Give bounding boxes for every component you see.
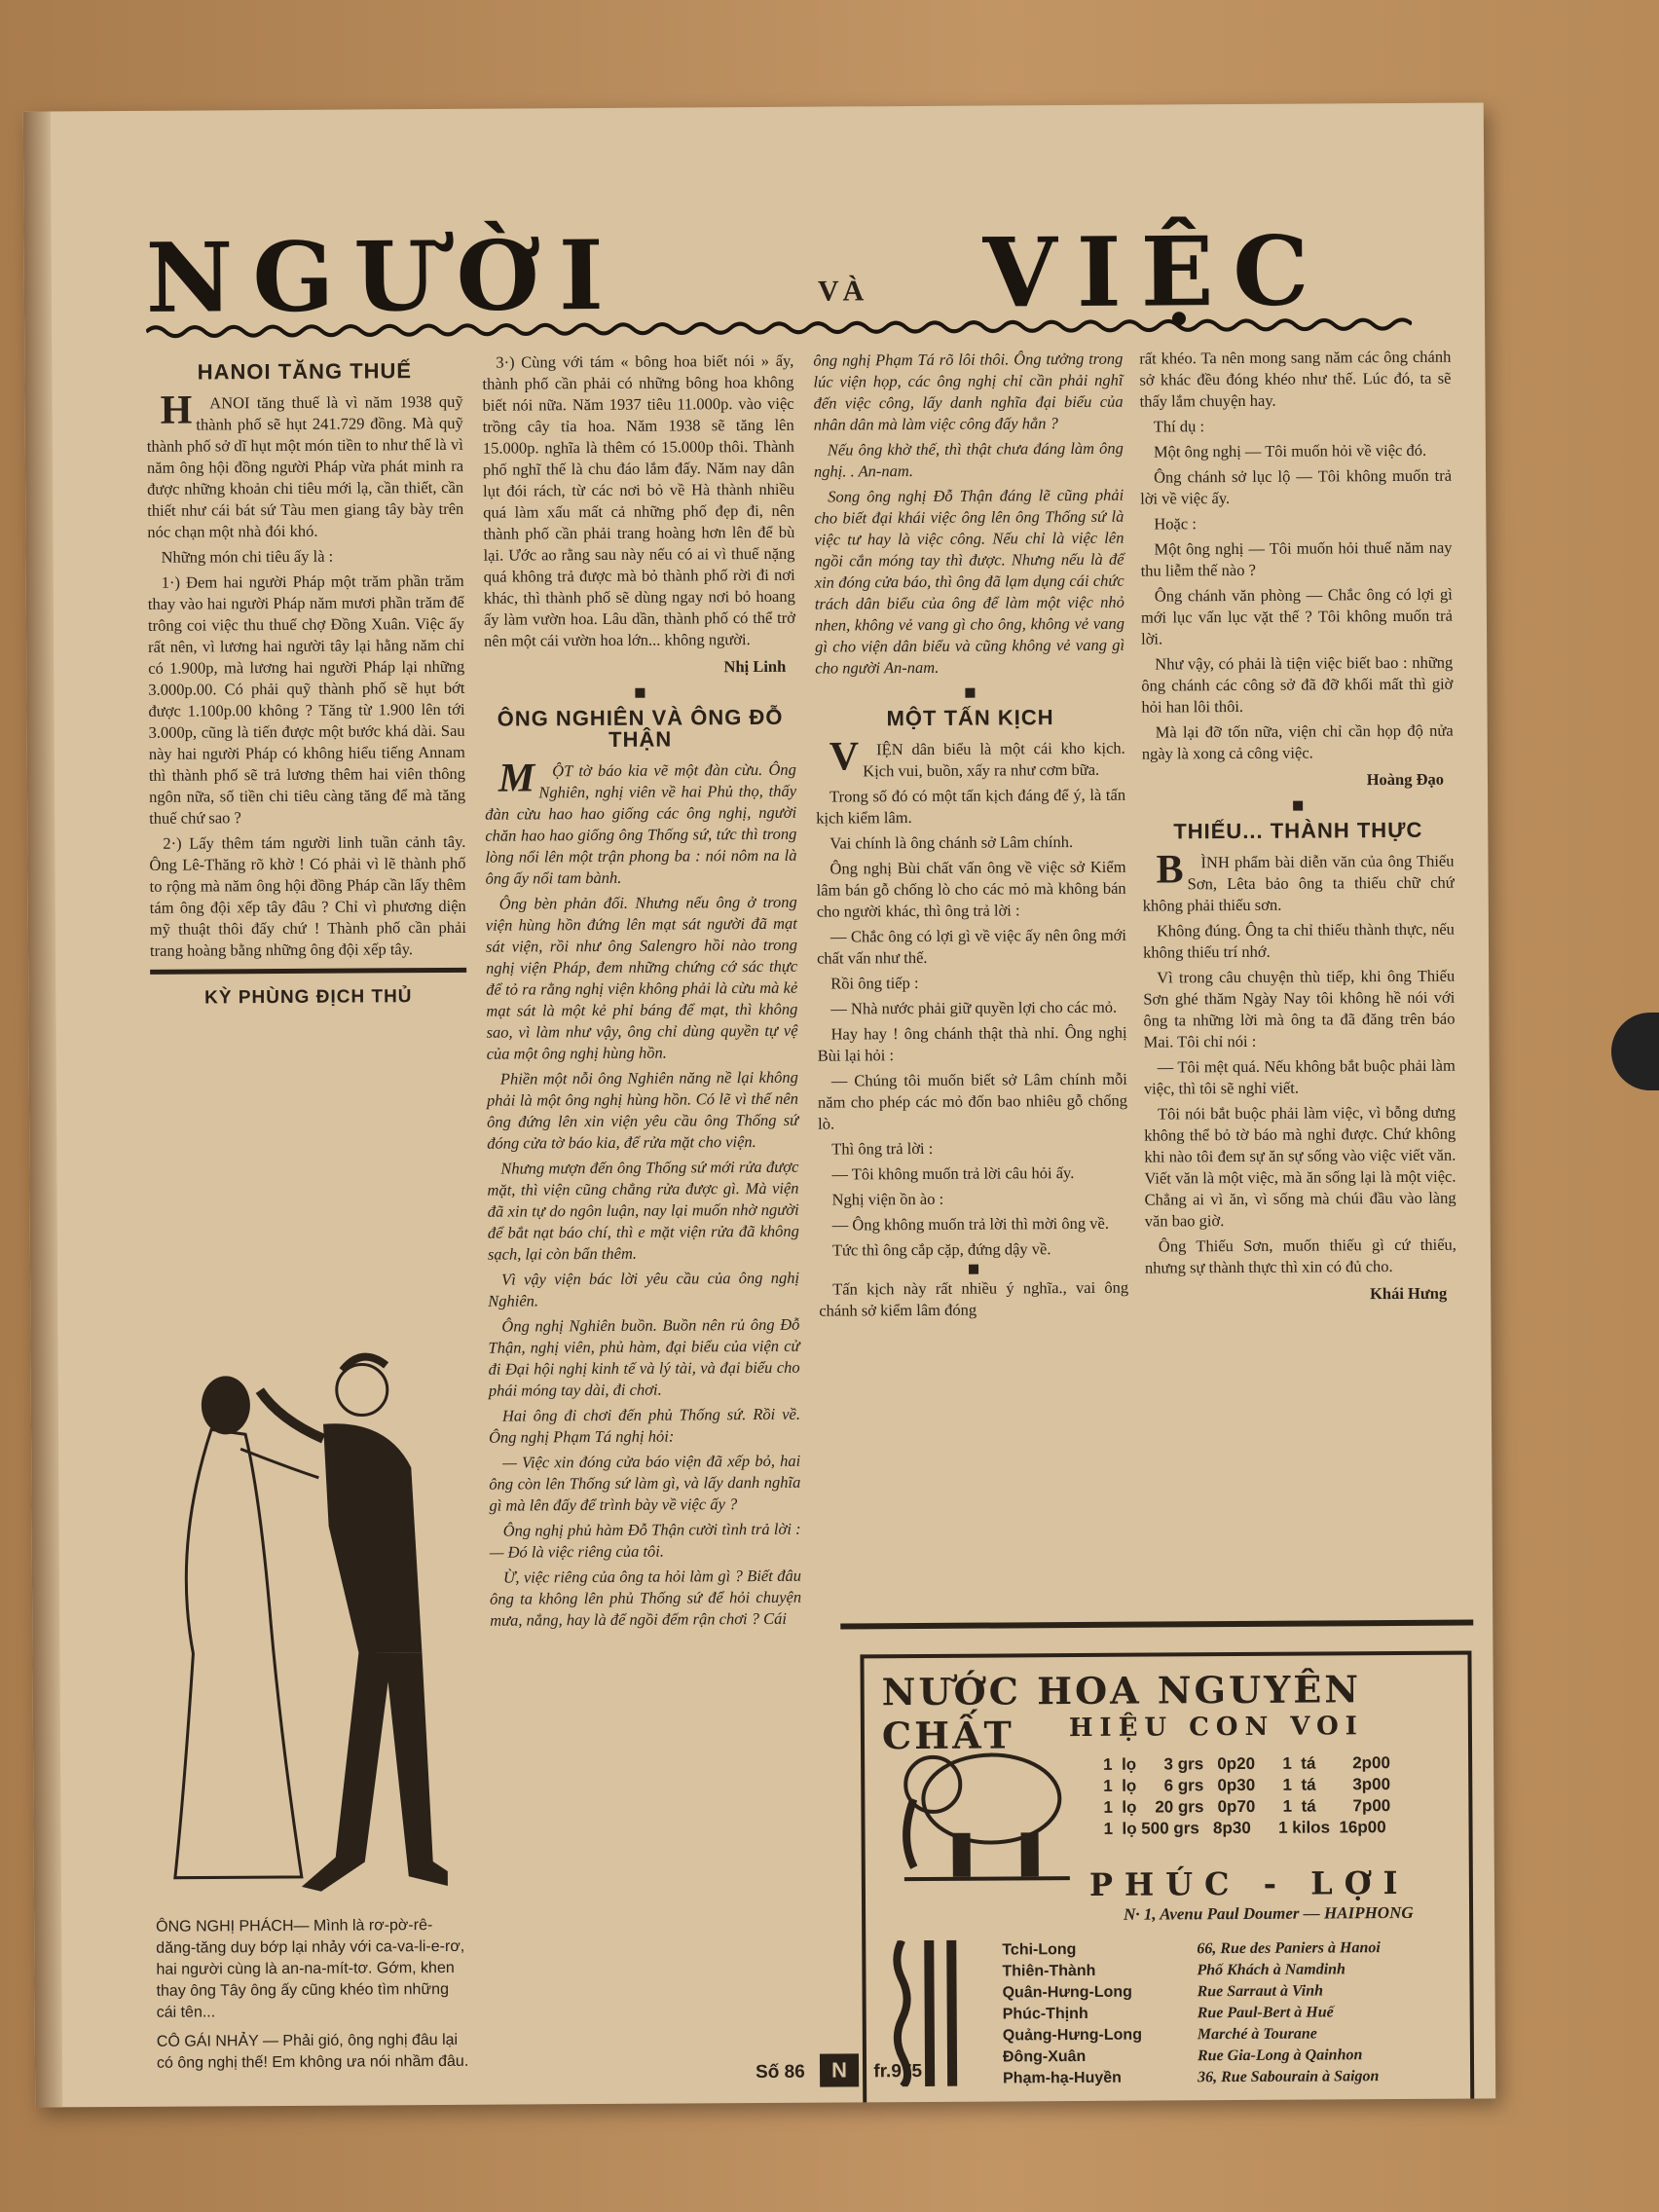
separator-square bbox=[1293, 801, 1303, 811]
paragraph: rất khéo. Ta nên mong sang năm các ông chánh sở khác đều đóng khéo như thế. Lúc đó, ta sẽ thấy lắm chuyện hay. bbox=[1139, 347, 1452, 411]
paragraph: Một ông nghị — Tôi muốn hỏi thuế năm nay thu liễm thế nào ? bbox=[1140, 537, 1453, 580]
paragraph: Ông chánh văn phòng — Chắc ông có lợi gì mới lục vấn lục vặt thế ? Tôi không muốn trả lời. bbox=[1140, 584, 1453, 648]
separator-square bbox=[635, 688, 645, 698]
separator-square bbox=[969, 1265, 978, 1274]
ad-title: NƯỚC HOA NGUYÊN CHẤT bbox=[881, 1667, 1362, 1758]
paragraph: — Ông không muốn trả lời thì mời ông về. bbox=[831, 1213, 1109, 1235]
paragraph: Vai chính là ông chánh sở Lâm chính. bbox=[830, 832, 1074, 853]
article-body-mot-tan-kich bbox=[816, 734, 1129, 1322]
column-4 bbox=[1139, 347, 1456, 1314]
paragraph: Tức thì ông cắp cặp, đứng dậy về. bbox=[831, 1239, 1051, 1260]
section-rule bbox=[150, 968, 466, 975]
article-heading-thieu-thanh-thuc: THIẾU... THÀNH THỰC bbox=[1173, 817, 1423, 844]
dancing-couple-illustration bbox=[152, 1331, 472, 1907]
signature-nhi-linh: Nhị Linh bbox=[723, 656, 787, 677]
paragraph: — Việc xin đóng cửa báo viện đã xếp bỏ, hai ông còn lên Thống sứ làm gì, và lấy danh nghĩa gì mà lên đấy để trình bày về việc ấy ? bbox=[489, 1451, 801, 1515]
paragraph: Ông chánh sở lục lộ — Tôi không muốn trả lời về việc ấy. bbox=[1140, 465, 1453, 508]
paragraph: — Tôi mệt quá. Nếu không bắt buộc phải làm việc, thì tôi sẽ nghỉ viết. bbox=[1143, 1055, 1456, 1098]
page-footer bbox=[756, 2053, 922, 2087]
article-heading-mot-tan-kich: MỘT TẤN KỊCH bbox=[886, 705, 1054, 731]
paragraph: BÌNH phẩm bài diễn văn của ông Thiếu Sơn, Lêta bảo ông ta thiếu chữ chứ không phải thiếu sơn. bbox=[1142, 847, 1455, 915]
paragraph: ông nghị Phạm Tá rõ lôi thôi. Ông tưởng trong lúc viện họp, các ông nghị chỉ cần phải nghĩ đến việc công, lấy danh nghĩa đại biểu của nhân dân mà làm việc công đấy hẳn ? bbox=[813, 349, 1124, 434]
shop-name: Tchi-Long bbox=[1002, 1941, 1077, 1959]
paragraph: — Nhà nước phải giữ quyền lợi cho các mỏ. bbox=[830, 997, 1118, 1018]
paragraph: — Chắc ông có lợi gì về việc ấy nên ông mới chất vấn như thế. bbox=[817, 925, 1126, 968]
street-address: Rue Sarraut à Vinh bbox=[1197, 1982, 1324, 2001]
article-heading-ong-nghien: ÔNG NGHIÊN VÀ ÔNG ĐỖ THẬN bbox=[497, 704, 784, 752]
paragraph: Song ông nghị Đỗ Thận đáng lẽ cũng phải cho biết đại khái việc ông lên ông Thống sứ là việc tư hay là việc công. Nếu chỉ là việc lên ngồi cắn móng tay thì được. Nhưng nếu là để xin đóng cửa báo, thì ông đã lạm dụng cái chức trách dân biểu của ông để làm một việc nhỏ nhen, không vẻ vang gì cho ông, không vẻ vang gì cho viện dân biểu và cũng không vẻ vang gì cho người An-nam. bbox=[814, 485, 1125, 678]
paragraph: Tôi nói bắt buộc phải làm việc, vì bỗng dưng không thể bỏ tờ báo mà nghỉ được. Chứ không khi nào tôi đem sự ăn sự sống vào việc viết văn. Viết văn là một việc, mà ăn sống lại là một việc. Chẳng ai vì ăn, vì sống mà chúi đầu vào làng văn bao giờ. bbox=[1144, 1102, 1456, 1231]
paragraph: Ông Thiếu Sơn, muốn thiếu gì cứ thiếu, nhưng sự thành thực thì xin có đủ cho. bbox=[1144, 1235, 1456, 1277]
paragraph: Thí dụ : bbox=[1153, 417, 1205, 436]
issue-number: Số 86 bbox=[756, 2061, 805, 2083]
masthead-va: VÀ bbox=[817, 275, 868, 308]
paragraph: — Chúng tôi muốn biết sở Lâm chính mỗi năm cho phép các mỏ đốn bao nhiêu gỗ chống lò. bbox=[817, 1069, 1128, 1133]
shop-name: Quảng-Hưng-Long bbox=[1002, 2026, 1143, 2045]
masthead bbox=[145, 215, 1412, 335]
masthead-right: VIỆC bbox=[982, 215, 1329, 330]
paragraph: Thì ông trả lời : bbox=[831, 1138, 934, 1159]
shop-name: Phạm-hạ-Huyền bbox=[1003, 2069, 1122, 2087]
paragraph: Như vậy, có phải là tiện việc biết bao : những ông chánh các công sở đã đỡ khối mất thì giờ hỏi han lôi thôi. bbox=[1141, 652, 1454, 717]
paragraph: Ông bèn phản đối. Nhưng nếu ông ở trong viện hùng hồn đứng lên mạt sát người đã mạt sát viện, rồi như ông Salengro hồi nào trong nghị viện Pháp, đem những chứng cớ sác thực để tỏ ra rằng nghị viện không phải là cừu mà kẻ mạt sát là một kẻ phỉ báng để mạt, thì không sao, vì làm như vậy, ông chỉ dùng quyền tự vệ của một ông nghị hùng hồn. bbox=[485, 892, 798, 1063]
paragraph: Ông nghị phủ hàm Đỗ Thận cười tình trả lời : — Đó là việc riêng của tôi. bbox=[489, 1519, 801, 1562]
paragraph: Nghị viện ồn ào : bbox=[831, 1189, 944, 1209]
elephant-icon bbox=[884, 1730, 1080, 1887]
ad-subtitle: HIỆU CON VOI bbox=[1068, 1712, 1364, 1744]
paragraph: Rồi ông tiếp : bbox=[830, 973, 919, 993]
shop-name: Quân-Hưng-Long bbox=[1002, 1983, 1132, 2002]
paragraph: Vì vậy viện bác lời yêu cầu của ông nghị Nghiên. bbox=[488, 1268, 800, 1310]
paragraph: 2·) Lấy thêm tám người linh tuần cảnh tây. Ông Lê-Thăng rõ khờ ! Có phải vì lẽ thành phố to rộng mà năm ông hội đồng Pháp cần lấy thêm tám ông đội xếp tây đâu ? Chỉ vì phương diện mỹ thuật thôi đấy chứ ! Thành phố cần phải trang hoàng bằng những ông đội xếp tây. bbox=[149, 831, 466, 960]
article-heading-hanoi: HANOI TĂNG THUẾ bbox=[197, 358, 413, 385]
paragraph: Hai ông đi chơi đến phủ Thống sứ. Rồi về. Ông nghị Phạm Tá nghị hỏi: bbox=[489, 1404, 800, 1447]
paragraph: Nếu ông khờ thế, thì thật chưa đáng làm ông nghị. . An-nam. bbox=[813, 438, 1124, 481]
paragraph: Ông nghị Bùi chất vấn ông về việc sở Kiểm lâm bán gỗ chống lò cho các mỏ mà không bán cho người khác, thì ông trả lời : bbox=[816, 857, 1126, 921]
column-1 bbox=[146, 352, 466, 1019]
column-3 bbox=[813, 349, 1128, 1326]
separator-square bbox=[965, 688, 975, 698]
paragraph: Một ông nghị — Tôi muốn hỏi về việc đó. bbox=[1153, 440, 1427, 461]
street-address: Rue Gia-Long à Qainhon bbox=[1197, 2046, 1363, 2065]
price-row: 1 lọ 20 grs 0p70 1 tá 7p00 bbox=[1103, 1796, 1391, 1817]
street-address: 66, Rue des Paniers à Hanoi bbox=[1197, 1939, 1381, 1958]
perfume-advertisement bbox=[860, 1651, 1474, 2108]
column-2 bbox=[482, 350, 801, 1636]
paragraph: Không đúng. Ông ta chỉ thiếu thành thực, nếu không thiếu trí nhớ. bbox=[1142, 919, 1455, 962]
article-body-ong-nghien bbox=[485, 756, 802, 1632]
paragraph: 1·) Đem hai người Pháp một trăm phần trăm thay vào hai người Pháp năm mươi phần trăm để trông coi việc thu thuế chợ Đồng Xuân. Việc ấy rất nên, vì lương hai người tây lại hằng năm chỉ có 1.900p, mà lương hai người Pháp lại những 3.000p.00. Có phải quỹ thành phố sẽ hụt bớt được 1.100p.00 không ? Tăng từ 1.900 lên tới 3.000p, cũng là tiến được một bước khá dài. Sau này hai người Pháp có không hiểu tiếng Annam thì thành phố sẽ trả lương thêm hai viên thông ngôn nữa, số tiền chi tiêu càng tăng để mà tăng thuế chứ sao ? bbox=[147, 571, 466, 828]
newspaper-page bbox=[23, 102, 1495, 2107]
ad-street-list bbox=[1197, 1937, 1381, 2088]
paragraph: Vì trong câu chuyện thù tiếp, khi ông Thiếu Sơn ghé thăm Ngày Nay tôi không hề nói với ông ta những lời mà ông ta đã đăng trên báo Mai. Tôi chỉ nói : bbox=[1143, 966, 1456, 1051]
paragraph: MỘT tờ báo kia vẽ một đàn cừu. Ông Nghiên, nghị viên về hai Phủ thọ, thấy đàn cừu hao hao giống các ông nghị, người chăn hao hao giống ông Thống sứ, tức thì trong lòng nổi lên một trận phong ba : nói nôm na là ông ấy nổi tam bành. bbox=[485, 756, 797, 888]
paragraph: HANOI tăng thuế là vì năm 1938 quỹ thành phố sẽ hụt 241.729 đồng. Mà quỹ thành phố sở dĩ hụt một món tiền to như thế là vì năm ông hội đồng người Pháp vừa phát minh ra được những khoản chi tiêu mới lạ, cần thiết, cần thiết như cái bát sứ Tàu men giang tây bày trên nóc chạn một nhà đói khó. bbox=[146, 387, 464, 541]
publication-logo: N bbox=[820, 2053, 859, 2086]
paragraph: Ông nghị Nghiên buồn. Buồn nên rủ ông Đỗ Thận, nghị viên, phủ hàm, đại biểu của viện cử đi Đại hội nghị kinh tế và lý tài, và đại biểu cho phái móng tay dài, đi chơi. bbox=[488, 1314, 800, 1400]
cartoon-heading: KỲ PHÙNG ĐỊCH THỦ bbox=[204, 986, 413, 1009]
street-address: 36, Rue Sabourain à Saigon bbox=[1198, 2068, 1380, 2086]
ad-shop-list bbox=[1002, 1939, 1142, 2090]
caption-line-2: CÔ GÁI NHẢY — Phải gió, ông nghị đâu lại có ông nghị thế! Em không ưa nói nhầm đâu. bbox=[156, 2031, 469, 2072]
ad-address: N· 1, Avenu Paul Doumer — HAIPHONG bbox=[1124, 1902, 1414, 1924]
street-address: Rue Paul-Bert à Huế bbox=[1197, 2004, 1334, 2022]
paragraph: Tấn kịch này rất nhiều ý nghĩa., vai ông chánh sở kiểm lâm đóng bbox=[819, 1277, 1129, 1320]
paragraph: Phiền một nỗi ông Nghiên năng nề lại không phải là một ông nghị hùng hồn. Có lẽ vì thế nên ông đứng lên xin viện yêu cầu ông Thống sứ đóng cửa tờ báo kia, để rửa mặt cho viện. bbox=[486, 1067, 799, 1153]
paragraph: Nhưng mượn đến ông Thống sứ mới rửa được mặt, thì viện cũng chẳng rửa được gì. Mà viện đã xin tự do ngôn luận, nay lại muốn nhờ người để bắt nạt báo chí, thì e mặt viện rửa đã không sạch, lại còn bẩn thêm. bbox=[487, 1157, 799, 1264]
shop-name: Phúc-Thịnh bbox=[1002, 2005, 1088, 2023]
page-number: fr.975 bbox=[873, 2060, 923, 2083]
shop-name: Đông-Xuân bbox=[1002, 2047, 1087, 2066]
cartoon-caption bbox=[156, 1915, 473, 2083]
paragraph: Hay hay ! ông chánh thật thà nhỉ. Ông nghị Bùi lại hỏi : bbox=[817, 1022, 1127, 1065]
paragraph: Những món chi tiêu ấy là : bbox=[161, 546, 334, 567]
price-row: 1 lọ 6 grs 0p30 1 tá 3p00 bbox=[1103, 1775, 1391, 1795]
price-row: 1 lọ 500 grs 8p30 1 kilos 16p00 bbox=[1103, 1818, 1386, 1838]
shop-name: Thiên-Thành bbox=[1002, 1962, 1096, 1980]
paragraph: Trong số đó có một tấn kịch đáng để ý, là tấn kịch kiểm lâm. bbox=[816, 785, 1126, 828]
caption-line-1: ÔNG NGHỊ PHÁCH— Mình là rơ-pờ-rê-dăng-tăng duy bớp lại nhảy với ca-va-li-e-rơ, hai người cùng là an-na-mít-tơ. Gớm, khen thay ông Tây ông ấy cũng khéo tìm những cái tên... bbox=[156, 1917, 465, 2021]
paragraph: Hoặc : bbox=[1154, 514, 1197, 534]
price-row: 1 lọ 3 grs 0p20 1 tá 2p00 bbox=[1103, 1753, 1390, 1774]
street-address: Marché à Tourane bbox=[1197, 2025, 1317, 2044]
signature-hoang-dao: Hoàng Đạo bbox=[1366, 769, 1445, 790]
ad-top-rule bbox=[840, 1620, 1473, 1630]
street-address: Phố Khách à Namdinh bbox=[1197, 1961, 1346, 1979]
ad-price-list bbox=[1103, 1752, 1390, 1840]
paragraph: Mà lại đỡ tốn nữa, viện chỉ cần họp độ nửa ngày là xong cả công việc. bbox=[1141, 720, 1454, 763]
paragraph: Ừ, việc riêng của ông ta hỏi làm gì ? Biết đâu ông ta không lên phủ Thống sứ để hỏi chuyện mưa, nắng, hay là để ngồi đếm rận chơi ? Cái bbox=[490, 1566, 802, 1630]
paragraph: 3·) Cùng với tám « bông hoa biết nói » ấy, thành phố cần phải có những bông hoa không biết nói nữa. Năm 1937 tiêu 11.000p. vào việc trồng cây tỉa hoa. Năm 1938 sẽ tăng lên 15.000p. nghĩa là thêm có 15.000p thôi. Thành phố nghĩ thế là chu đáo lắm đấy. Năm nay dân lụt đói rách, từ các nơi bỏ về Hà thành nhiều quá làm xấu mất cả những phố đẹp đi, nên thành phố cần phải trang hoàng hơn lên để bù lại. Ước ao rằng sau này nếu có ai vì thuế nặng quá không trả được mà bỏ thành phố rời đi nơi khác, thì thành phố sẽ dùng ngay nơi bỏ hoang ấy làm vườn hoa. Lâu dần, thành phố có thể trở nên một cái vườn hoa lớn... không người. bbox=[482, 350, 795, 650]
paragraph: — Tôi không muốn trả lời câu hỏi ấy. bbox=[831, 1163, 1075, 1184]
signature-khai-hung: Khái Hưng bbox=[1369, 1283, 1448, 1304]
masthead-left: NGƯỜI bbox=[145, 219, 624, 335]
paragraph: VIỆN dân biểu là một cái kho kịch. Kịch vui, buồn, xấy ra như cơm bữa. bbox=[829, 734, 1125, 781]
ad-brand: PHÚC - LỢI bbox=[1088, 1863, 1410, 1903]
